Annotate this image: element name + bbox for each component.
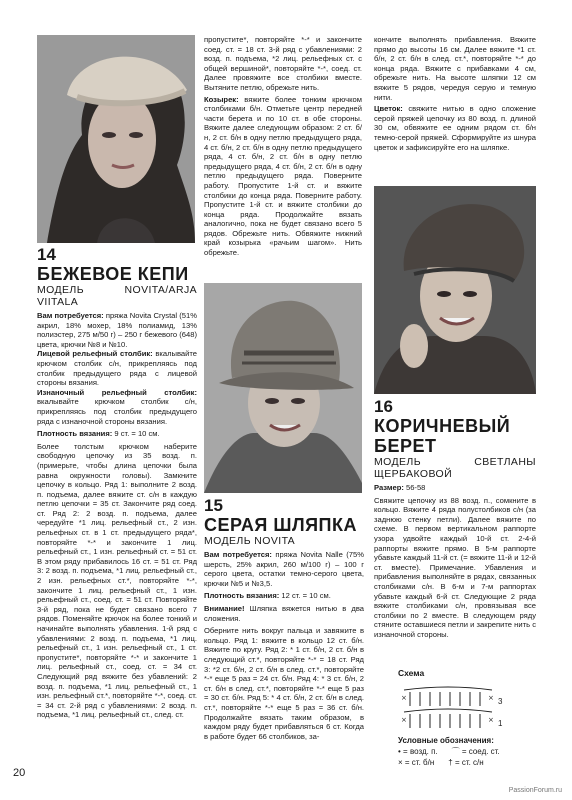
photo-beige-cap xyxy=(37,35,195,243)
legend-row-1 xyxy=(398,746,558,757)
svg-text:×: × xyxy=(401,716,407,724)
item14-materials: Вам потребуется: пряжа Novita Crystal (51% акрил, 18% мохер, 18% полиамид, 13% полиэстер, 275 м/50 г) – 250 г бежевого (648) цвета, крючки №8 и №10. xyxy=(37,311,198,349)
photo-grey-hat xyxy=(204,283,362,493)
scheme-row-1: 1 xyxy=(498,719,503,728)
scheme-title: Схема xyxy=(398,668,425,678)
item15-model: МОДЕЛЬ NOVITA xyxy=(204,535,296,547)
col2-visor: Козырек: вяжите более тонким крючком столбиками б/н. Отметьте центр передней части берета и по 10 ст. в обе стороны. Вяжите далее следующим образом: 2 ст. б/н, 2 ст. б/н в одну петлю предыдущего ряда, 4 ст. б/н, 2 ст. б/н в одну петлю предыдущего ряда, 4 ст. б/н, 2 ст. б/н в одну петлю предыдущего ряда, 4 ст. б/н, 2 ст. б/н в одну петлю предыдущего ряда. Поверните работу. Пропустите 1-й ст. и вяжите столбики до конца ряда. Поверните работу. Пропустите 1-й ст. и вяжите столбики до конца ряда. Продолжайте вязать аналогично, пока не будет связано всего 5 рядов. Обрежьте нить. Обвяжите нижний край козырька «рачьим шагом». Нить обрежьте. xyxy=(204,94,362,258)
item15-materials: Вам потребуется: пряжа Novita Nalle (75% шерсть, 25% акрил, 260 м/100 г) – 100 г серого цвета, остатки темно-серого цвета, крючки №5 и №3,5. xyxy=(204,550,364,588)
item14-instructions: Более толстым крючком наберите свободную цепочку из 35 возд. п. (примерьте, чтобы длина цепочки была равна окружности головы). Замкните цепочку в кольцо. Ряд 1: выполните 2 возд. п. подъема, далее вяжите ст. с/н в каждую петлю цепочки = 35 ст. Закончите ряд соед. ст. Ряд 2: 2 возд. п. подъема, далее чередуйте *1 лиц. рельефный ст., 2 изн. рельефных ст. в 1 ст. предыдущего ряда*, повторяйте *-* и закончите 1 лиц. рельефный ст., 1 изн. рельефный ст. = 51 ст. В этом ряду прибавилось 16 ст. = 51 ст. Ряд 3: 2 возд. п. подъема, *1 лиц. рельефный ст., 2 изн. рельефных ст.*, повторяйте *-*, закончите 1 лиц. рельефный ст., 1 изн. рельефный ст., соед. ст. = 51 ст. Повторяйте 3-й ряд, пока не будет связано всего 7 рядов. Поменяйте крючок на более тонкий и начинайте выполнять убавления. 1-й ряд с убавлениями: 2 возд. п. подъема, *1 лиц. рельефный ст., 1 изн. рельефный ст., 1 ст. пропустите*, повторяйте *-* и закончите 1 лиц. рельефный ст., соед. ст. = 34 ст. Следующий ряд вяжите без убавлений: 2 возд. п. подъема, *1 лиц. рельефный ст., 1 изн. рельефный ст.*, повторяйте *-*, соед. ст. = 34 ст. 2-й ряд с убавлениями: 2 возд. п. подъема, *1 лиц. рельефный ст., след. ст. xyxy=(37,441,197,720)
col3-top-text xyxy=(374,35,536,152)
item14-gauge: Плотность вязания: 9 ст. = 10 см. xyxy=(37,429,160,439)
item15-title: СЕРАЯ ШЛЯПКА xyxy=(204,515,357,535)
item16-model: МОДЕЛЬ СВЕТЛАНЫ ЩЕРБАКОВОЙ xyxy=(374,456,536,480)
scheme-diagram xyxy=(398,682,508,734)
item16-number: 16 xyxy=(374,397,393,416)
col3-continuation: кончите выполнять прибавления. Вяжите прямо до высоты 16 см. Далее вяжите *1 ст. б/н, 2 ст. б/н в след. ст.*, повторяйте *-* до конца ряда. Вяжите с прибавками 4 см, обрежьте нить. На высоте шляпки 12 см вяжите 5 рядов, чередуя серую и темную нити. xyxy=(374,35,536,102)
legend-dc: † = ст. с/н xyxy=(448,758,484,767)
col3-flower: Цветок: свяжите нитью в одно сложение серой пряжей цепочку из 80 возд. п. длиной 30 см, обвяжите ее одним рядом ст. б/н темно-серой пряжей. Сформируйте из шнура цветок и зафиксируйте его на шляпке. xyxy=(374,104,536,152)
svg-text:×: × xyxy=(488,716,494,724)
legend-chain: • = возд. п. xyxy=(398,747,438,756)
legend-row-2 xyxy=(398,757,558,768)
item16-column xyxy=(374,398,536,640)
col2-continuation: пропустите*, повторяйте *-* и закончите соед. ст. = 18 ст. 3-й ряд с убавлениями: 2 возд. п. подъема, *2 лиц. рельефных ст. с общей вершиной*, повторяйте *-*, соед. ст. Далее провяжите все столбики вместе. Вытяните петлю, обрежьте нить. xyxy=(204,35,362,92)
item14-title: БЕЖЕВОЕ КЕПИ xyxy=(37,264,189,284)
scheme-row-3: 3 xyxy=(498,697,503,706)
legend xyxy=(398,735,558,768)
item14-column xyxy=(37,246,197,720)
item14-number: 14 xyxy=(37,245,56,264)
legend-title: Условные обозначения: xyxy=(398,736,494,745)
crochet-scheme xyxy=(398,668,548,739)
col2-top-text xyxy=(204,35,362,258)
svg-text:×: × xyxy=(488,694,494,702)
item16-instructions: Свяжите цепочку из 88 возд. п., сомкните в кольцо. Вяжите 4 ряда полустолбиков с/н (за заднюю стенку петли). Далее вяжите по схеме. В первом вертикальном раппорте узора удвойте каждый 10-й ст. 2-4-й раппорты вяжите прямо. В 5-м раппорте убавьте каждый 11-й ст. (= вяжите 11-й и 12-й ст. вместе). Примечание. Убавления и прибавления выполняйте в рядах, связанных столбиками с/н. В 6-м и 7-м раппортах убавьте каждый 6-й ст. Следующие 2 ряда вяжите столбиками с/н, провязывая все столбики по 2 вместе. В следующем ряду стяните оставшиеся петли и закрепите нить с изнаночной стороны. xyxy=(374,495,536,639)
legend-slip: ⌒ = соед. ст. xyxy=(451,747,500,756)
item15-instructions: Оберните нить вокруг пальца и завяжите в кольцо. Ряд 1: вяжите в кольцо 12 ст. б/н. Вяжите по кругу. Ряд 2: * 1 ст. б/н, 2 ст. б/н в следующий ст.*, повторяйте *-* = 18 ст. Ряд 3: *2 ст. б/н, 2 ст. б/н в след. ст.*, повторяйте *-* еще 5 раз = 24 ст. б/н. Ряд 4: * 3 ст. б/н, 2 ст. б/н в след. ст.*, повторяйте *-* еще 5 раз = 30 ст. б/н. Ряд 5: * 4 ст. б/н, 2 ст. б/н в след. ст.*, повторяйте *-* еще 5 раз = 36 ст. б/н. Продолжайте вязать таким образом, в каждом ряду будет прибавляться 6 ст. Когда в работе будет 66 столбиков, за- xyxy=(204,626,364,741)
item14-model: МОДЕЛЬ NOVITA/ARJA VIITALA xyxy=(37,284,197,308)
item16-size: Размер: 56-58 xyxy=(374,483,426,492)
item14-back-post: Изнаночный рельефный столбик: вкалывайте крючком столбик с/н, прикрепляясь под столбик предыдущего ряда с изнаночной стороны вязания. xyxy=(37,387,197,426)
legend-sc: × = ст. б/н xyxy=(398,758,435,767)
item15-number: 15 xyxy=(204,496,223,515)
svg-text:×: × xyxy=(401,694,407,702)
item15-note: Внимание! Шляпка вяжется нитью в два сложения. xyxy=(204,603,364,623)
item16-title: КОРИЧНЕВЫЙ БЕРЕТ xyxy=(374,416,511,456)
item15-column xyxy=(204,497,364,741)
site-watermark: PassionForum.ru xyxy=(508,787,562,794)
photo-brown-beret xyxy=(374,186,536,394)
page-number: 20 xyxy=(13,767,26,779)
item14-front-post: Лицевой рельефный столбик: вкалывайте крючком столбик с/н, прикрепляясь под столбик предыдущего ряда с лицевой стороны вязания. xyxy=(37,349,197,388)
item15-gauge: Плотность вязания: 12 ст. = 10 см. xyxy=(204,591,331,601)
